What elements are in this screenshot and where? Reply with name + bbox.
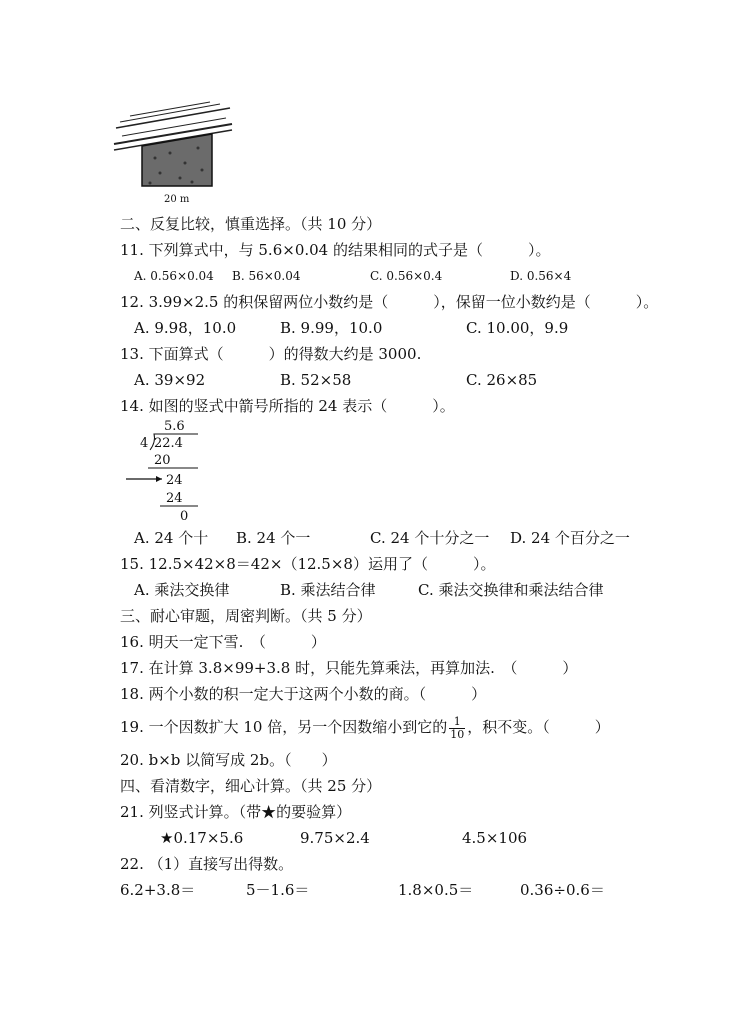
q15-option-c: C. 乘法交换律和乘法结合律 (418, 581, 604, 599)
q21-item-1: ★0.17×5.6 (160, 829, 244, 847)
question-22: 22. （1）直接写出得数。 (120, 855, 294, 873)
q22-item-4: 0.36÷0.6＝ (520, 881, 605, 899)
q11-option-a: A. 0.56×0.04 (134, 269, 214, 283)
q21-item-2: 9.75×2.4 (300, 829, 370, 847)
q22-item-2: 5－1.6＝ (246, 881, 310, 899)
division-dividend: 22.4 (154, 436, 183, 451)
long-division-figure (120, 418, 220, 526)
q22-item-1: 6.2+3.8＝ (120, 881, 196, 899)
question-13: 13. 下面算式（ ）的得数大约是 3000. (120, 345, 422, 363)
q12-option-c: C. 10.00，9.9 (466, 319, 569, 337)
q21-item-3: 4.5×106 (462, 829, 528, 847)
q11-option-d: D. 0.56×4 (510, 269, 572, 283)
division-divisor: 4 (140, 436, 149, 451)
section2-title: 二、反复比较，慎重选择。（共 10 分） (120, 215, 382, 233)
q15-option-b: B. 乘法结合律 (280, 581, 376, 599)
figure-label: 20 m (164, 194, 190, 205)
q12-option-a: A. 9.98，10.0 (134, 319, 237, 337)
question-11: 11. 下列算式中，与 5.6×0.04 的结果相同的式子是（ ）。 (120, 241, 551, 259)
question-20: 20. b×b 以简写成 2b。（ ） (120, 751, 337, 769)
arrow-icon (156, 476, 162, 482)
question-17: 17. 在计算 3.8×99+3.8 时，只能先算乘法，再算加法. （ ） (120, 659, 578, 677)
section4-title: 四、看清数字，细心计算。（共 25 分） (120, 777, 382, 795)
question-14: 14. 如图的竖式中箭号所指的 24 表示（ ）。 (120, 397, 455, 415)
q14-option-b: B. 24 个一 (236, 529, 311, 547)
q11-option-c: C. 0.56×0.4 (370, 269, 443, 283)
q12-option-b: B. 9.99，10.0 (280, 319, 383, 337)
division-row2: 24 (166, 473, 183, 488)
question-16: 16. 明天一定下雪. （ ） (120, 633, 326, 651)
q13-option-a: A. 39×92 (134, 371, 206, 389)
q14-option-c: C. 24 个十分之一 (370, 529, 490, 547)
question-12: 12. 3.99×2.5 的积保留两位小数约是（ ），保留一位小数约是（ ）。 (120, 293, 659, 311)
division-row3: 24 (166, 491, 183, 506)
q19-text-after: ，积不变。（ ） (467, 718, 610, 736)
fraction-one-tenth (449, 716, 465, 741)
dam-figure (110, 98, 234, 206)
question-18: 18. 两个小数的积一定大于这两个小数的商。（ ） (120, 685, 487, 703)
q13-option-c: C. 26×85 (466, 371, 538, 389)
section3-title: 三、耐心审题，周密判断。（共 5 分） (120, 607, 372, 625)
question-19 (120, 714, 610, 741)
q11-option-b: B. 56×0.04 (232, 269, 301, 283)
q14-option-a: A. 24 个十 (134, 529, 209, 547)
q22-item-3: 1.8×0.5＝ (398, 881, 474, 899)
q15-option-a: A. 乘法交换律 (134, 581, 230, 599)
fraction-denominator: 10 (450, 727, 465, 741)
fraction-numerator: 1 (449, 716, 465, 729)
q14-option-d: D. 24 个百分之一 (510, 529, 630, 547)
division-row1: 20 (154, 453, 171, 468)
division-remainder: 0 (180, 509, 189, 524)
q19-text-before: 19. 一个因数扩大 10 倍，另一个因数缩小到它的 (120, 718, 448, 736)
question-15: 15. 12.5×42×8＝42×（12.5×8）运用了（ ）。 (120, 555, 496, 573)
division-quotient: 5.6 (164, 419, 185, 434)
question-21: 21. 列竖式计算。（带★的要验算） (120, 803, 352, 821)
q13-option-b: B. 52×58 (280, 371, 352, 389)
